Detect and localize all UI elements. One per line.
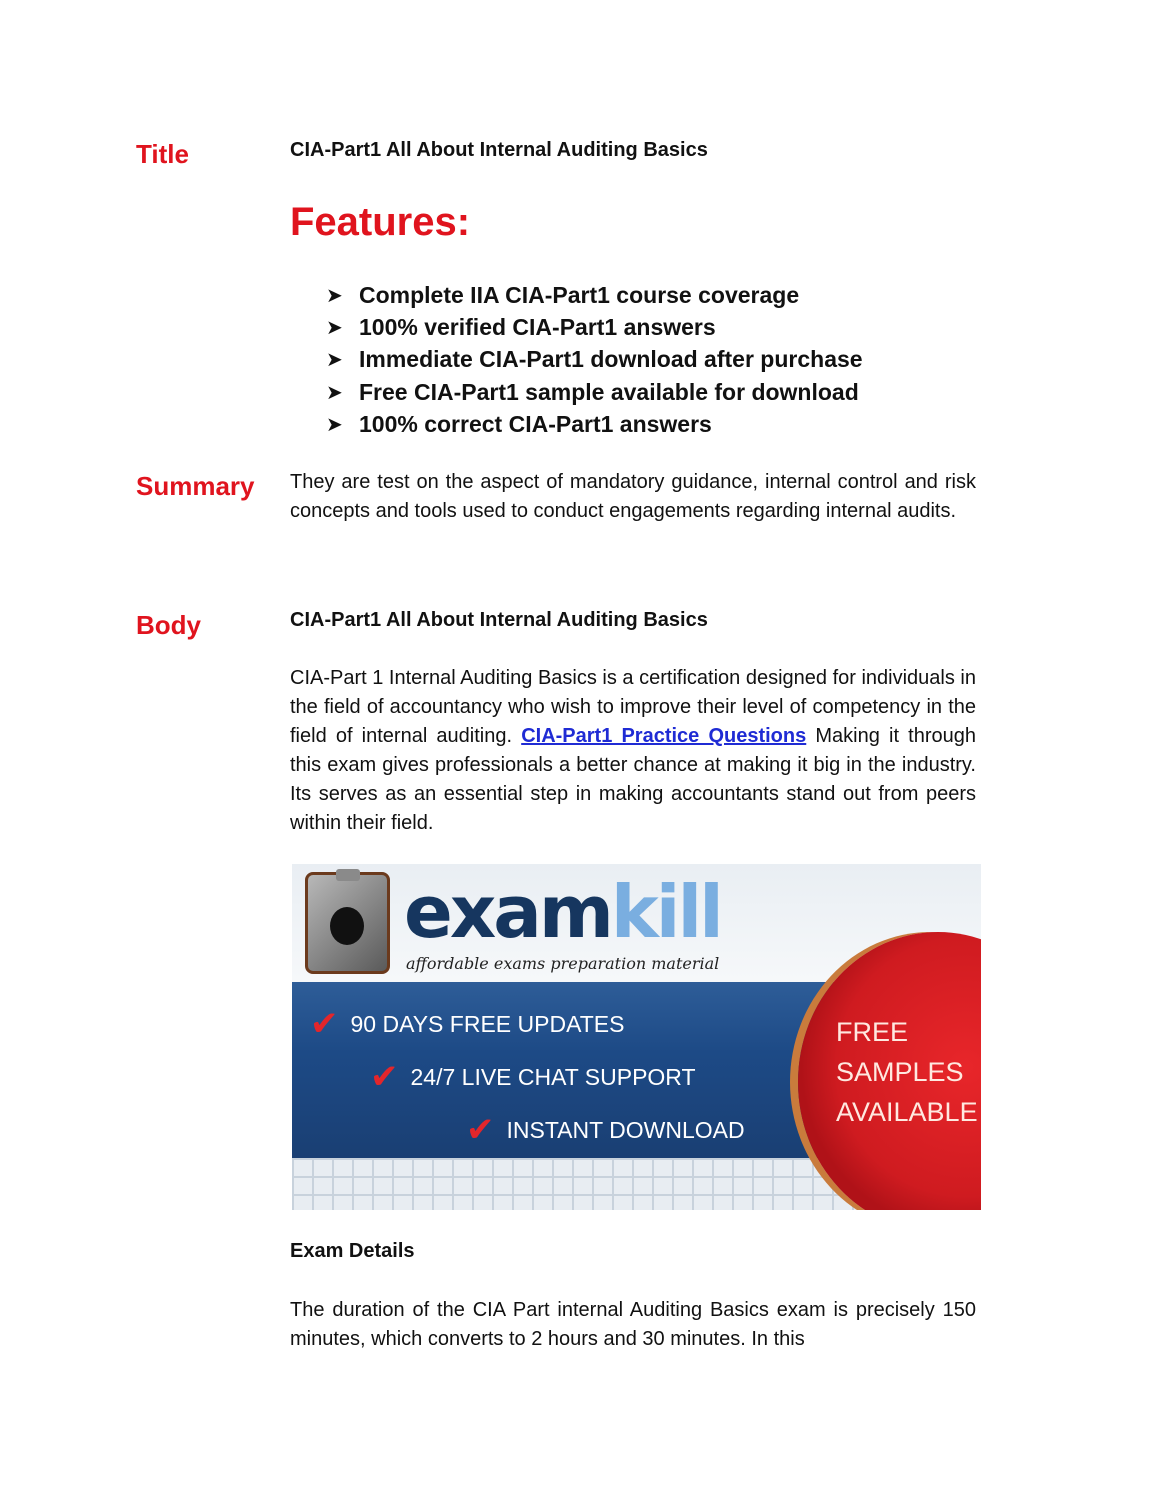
feature-text: Free CIA-Part1 sample available for download	[359, 378, 859, 405]
free-samples-text	[836, 1012, 978, 1132]
features-heading: Features:	[290, 200, 471, 244]
practice-questions-link[interactable]: CIA-Part1 Practice Questions	[521, 725, 807, 747]
clipboard-clip-icon	[336, 869, 360, 881]
banner-check-row	[466, 1110, 745, 1150]
feature-text: Complete IIA CIA-Part1 course coverage	[359, 281, 800, 308]
banner-check-row	[370, 1057, 696, 1097]
free-line: SAMPLES	[836, 1057, 964, 1087]
features-list	[326, 279, 863, 440]
clipboard-icon	[305, 872, 390, 974]
banner-check-row	[310, 1004, 624, 1044]
banner-check-text: INSTANT DOWNLOAD	[506, 1116, 745, 1143]
arrow-bullet-icon: ➤	[326, 349, 343, 372]
arrow-bullet-icon: ➤	[326, 413, 343, 436]
list-item	[326, 311, 863, 343]
red-check-icon: ✔	[310, 1005, 339, 1043]
ink-blot-icon	[330, 907, 364, 945]
exam-details-paragraph: The duration of the CIA Part internal Auditing Basics exam is precisely 150 minutes, which converts to 2 hours and 30 minutes. In this	[290, 1299, 976, 1350]
page-title: CIA-Part1 All About Internal Auditing Basics	[290, 139, 708, 161]
list-item	[326, 344, 863, 376]
body-label: Body	[136, 610, 201, 640]
logo-kill: kill	[610, 870, 721, 954]
list-item	[326, 279, 863, 311]
feature-text: 100% correct CIA-Part1 answers	[359, 410, 712, 437]
logo-exam: exam	[404, 870, 611, 954]
examkill-banner[interactable]	[292, 864, 981, 1210]
examkill-logo	[404, 870, 721, 954]
red-check-icon: ✔	[466, 1111, 495, 1149]
feature-text: Immediate CIA-Part1 download after purchase	[359, 346, 863, 373]
body-paragraph	[290, 664, 976, 838]
logo-tagline: affordable exams preparation material	[406, 954, 720, 973]
feature-text: 100% verified CIA-Part1 answers	[359, 313, 716, 340]
red-check-icon: ✔	[370, 1058, 399, 1096]
exam-details-heading: Exam Details	[290, 1240, 415, 1262]
arrow-bullet-icon: ➤	[326, 316, 343, 339]
title-label: Title	[136, 139, 189, 169]
list-item	[326, 376, 863, 408]
summary-paragraph: They are test on the aspect of mandatory guidance, internal control and risk concepts and tools used to conduct engagements regarding internal audits.	[290, 471, 976, 522]
arrow-bullet-icon: ➤	[326, 284, 343, 307]
body-heading: CIA-Part1 All About Internal Auditing Basics	[290, 609, 708, 631]
body-text-after-link: Making it through this exam gives professionals a better chance at making it big in the industry. Its serves as an essential step in making accountants stand out from peers within their field.	[290, 725, 977, 834]
free-line: AVAILABLE	[836, 1097, 978, 1127]
banner-check-text: 90 DAYS FREE UPDATES	[350, 1010, 625, 1037]
body-text-before-link: CIA-Part 1 Internal Auditing Basics is a certification designed for individuals in the field of accountancy who wish to improve their level of competency in the field of internal auditing.	[290, 667, 976, 747]
summary-label: Summary	[136, 471, 255, 501]
list-item	[326, 408, 863, 440]
free-line: FREE	[836, 1017, 909, 1047]
arrow-bullet-icon: ➤	[326, 381, 343, 404]
banner-check-text: 24/7 LIVE CHAT SUPPORT	[410, 1063, 696, 1090]
